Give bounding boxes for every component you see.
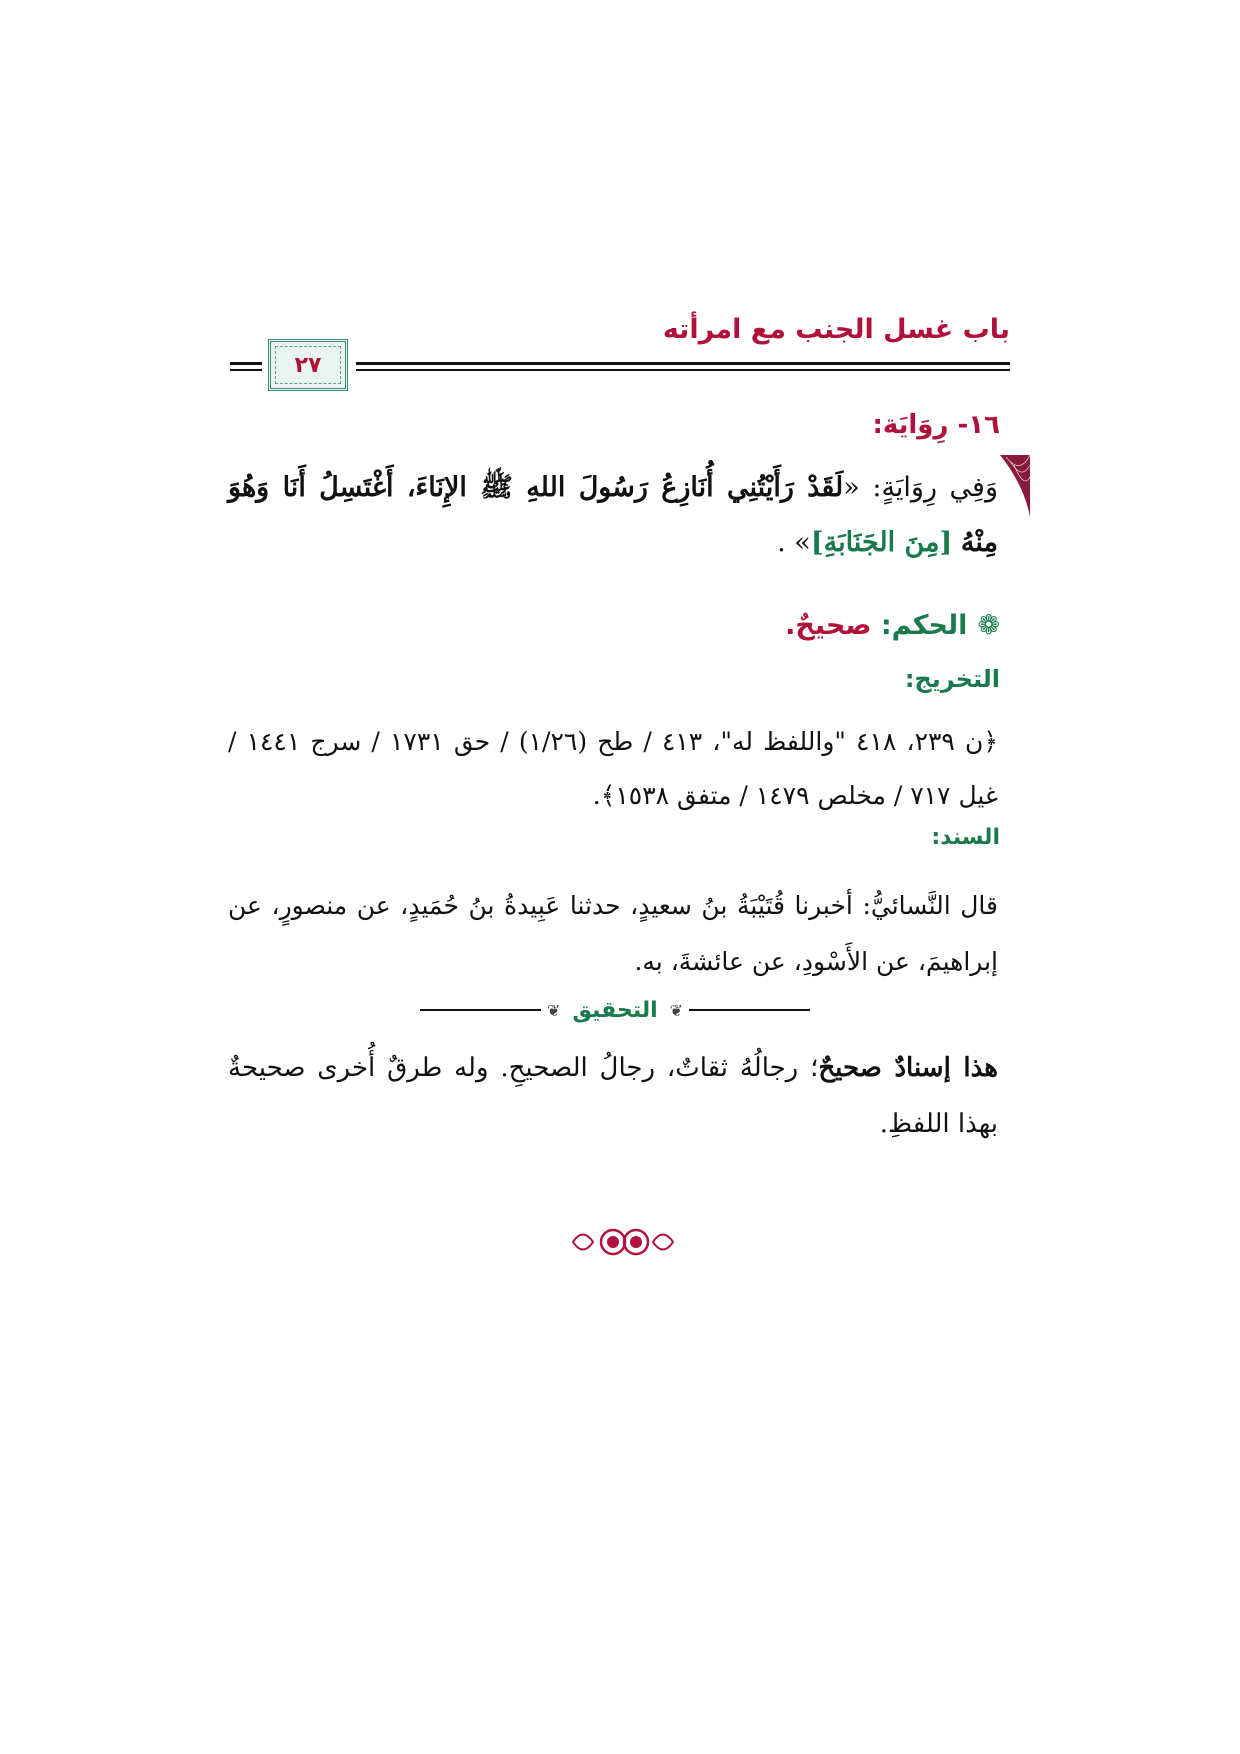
verdict-value: صحيحٌ. <box>785 610 872 641</box>
verdict-label: الحكم: <box>871 610 968 641</box>
quote-mark: « <box>843 472 860 503</box>
chapter-title: باب غسل الجنب مع امرأته <box>662 314 1010 345</box>
narration-intro: وَفِي رِوَايَةٍ: <box>859 472 998 503</box>
page-number: ٢٧ <box>294 352 322 378</box>
header-rule <box>230 369 262 371</box>
tahqiq-bold-text: هذا إسنادٌ صحيحٌ <box>818 1053 998 1083</box>
quote-mark: » . <box>777 527 811 558</box>
corner-ornament-icon <box>1000 455 1030 517</box>
end-ornament-icon <box>568 1222 678 1262</box>
divider-line <box>689 1009 810 1011</box>
flower-icon: ❁ <box>977 610 1000 641</box>
hadith-text: لَقَدْ رَأَيْتُنِي أُنَازِعُ رَسُولَ اللهِ ﷺ الإِنَاءَ، أَغْتَسِلُ أَنَا وَهُوَ مِنْهُ <box>228 472 998 558</box>
divider-ornament-icon: ❦ <box>669 1000 684 1020</box>
sanad-text: قال النَّسائيُّ: أخبرنا قُتَيْبَةُ بنُ سعيدٍ، حدثنا عَبِيدةُ بنُ حُمَيدٍ، عن منصورٍ، عن إبراهيمَ، عن الأَسْودِ، عن عائشةَ، به. <box>228 891 998 976</box>
section-heading: ١٦- رِوَايَة: <box>872 410 1000 440</box>
header-rule <box>230 362 262 365</box>
verdict-line <box>785 610 1000 641</box>
header-rule <box>356 362 1010 365</box>
takhrij-text: ﴿ن ٢٣٩، ٤١٨ "واللفظ له"، ٤١٣ / طح (١/٢٦) / حق ١٧٣١ / سرج ١٤٤١ / غيل ٧١٧ / مخلص ١٤٧٩ / متفق ١٥٣٨﴾. <box>228 727 999 810</box>
tahqiq-title: التحقيق <box>572 997 658 1023</box>
tahqiq-text <box>228 1040 998 1152</box>
page-header <box>230 314 1010 384</box>
header-rule <box>356 369 1010 371</box>
divider-line <box>420 1009 541 1011</box>
page-number-badge <box>268 339 348 391</box>
sanad-label: السند: <box>931 825 1000 850</box>
narration-text <box>228 460 998 570</box>
tahqiq-divider <box>420 995 810 1025</box>
hadith-bracket-text: [مِنَ الجَنَابَةِ] <box>810 527 953 558</box>
takhrij-label: التخريج: <box>904 665 1000 693</box>
tahqiq-body-text: ؛ رجالُهُ ثقاتٌ، رجالُ الصحيحِ. وله طرقٌ أُخرى صحيحةٌ بهذا اللفظِ. <box>228 1053 998 1139</box>
divider-ornament-icon: ❦ <box>546 1000 561 1020</box>
